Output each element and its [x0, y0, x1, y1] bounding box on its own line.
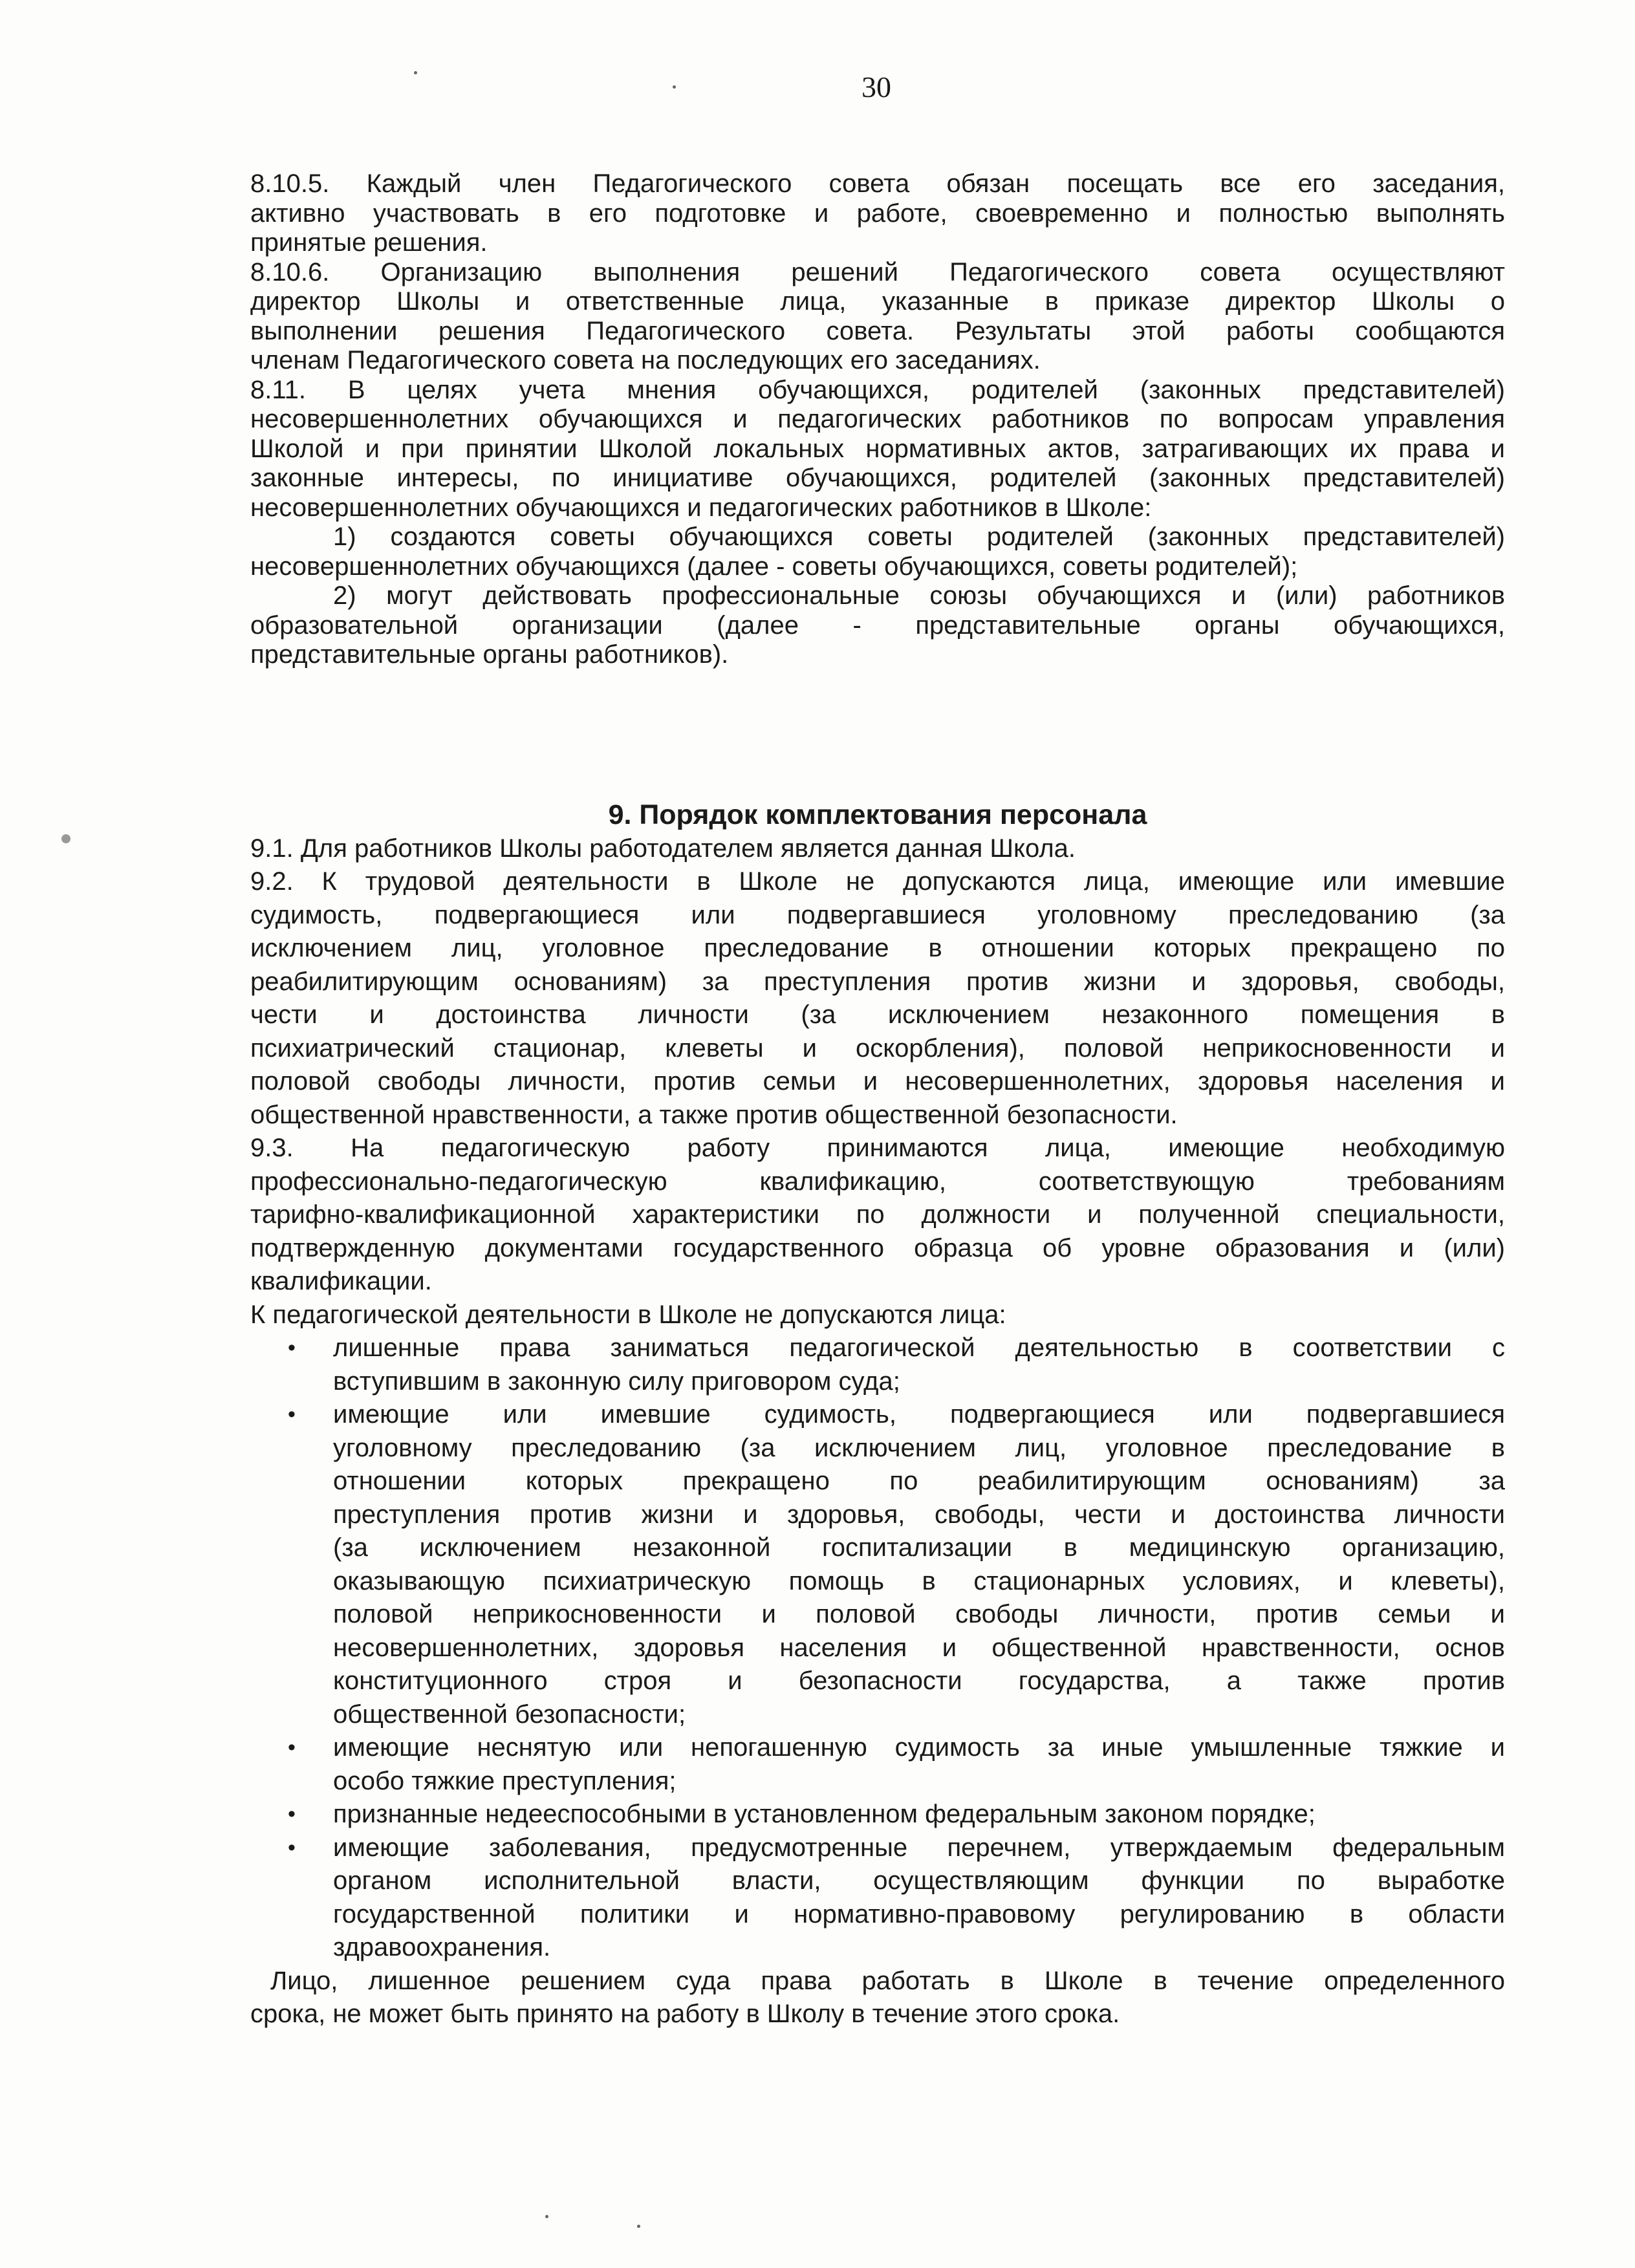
text-line: несовершеннолетних, здоровья населения и общественной нравственности, основ [333, 1633, 1505, 1662]
text-line: чести и достоинства личности (за исключением незаконного помещения в [250, 1000, 1505, 1029]
text-line: Школой и при принятии Школой локальных нормативных актов, затрагивающих их права и [250, 434, 1505, 463]
text-line: несовершеннолетних обучающихся (далее - советы обучающихся, советы родителей); [250, 552, 1298, 581]
text-line: профессионально-педагогическую квалификацию, соответствующую требованиям [250, 1167, 1505, 1196]
section-9-content [250, 832, 1505, 2031]
text-line: 8.10.6. Организацию выполнения решений Педагогического совета осуществляют [250, 257, 1505, 286]
text-line: срока, не может быть принято на работу в Школу в течение этого срока. [250, 2000, 1120, 2028]
p-9-3 [250, 1132, 1505, 1299]
text-line: Лицо, лишенное решением суда права работать в Школе в течение определенного [270, 1966, 1505, 1995]
scan-speck [637, 2225, 640, 2228]
text-line: исключением лиц, уголовное преследование в отношении которых прекращено по [250, 934, 1505, 962]
bullet-icon: • [288, 1402, 296, 1427]
text-line: представительные органы работников). [250, 640, 729, 669]
text-line: активно участвовать в его подготовке и работе, своевременно и полностью выполнять [250, 199, 1505, 228]
bullet-1 [250, 1332, 1505, 1398]
text-line: преступления против жизни и здоровья, свободы, чести и достоинства личности [333, 1500, 1505, 1529]
text-line: тарифно-квалификационной характеристики по должности и полученной специальности, [250, 1200, 1505, 1229]
text-line: вступившим в законную силу приговором суда; [333, 1366, 900, 1396]
p-8-11-2 [250, 581, 1505, 670]
text-line: здравоохранения. [333, 1933, 551, 1961]
bullet-3 [250, 1731, 1505, 1798]
document-body-part2 [250, 799, 1505, 2031]
text-line: имеющие неснятую или непогашенную судимость за иные умышленные тяжкие и [333, 1733, 1505, 1762]
scan-speck [61, 834, 70, 843]
p-final [250, 1965, 1505, 2031]
text-line: общественной нравственности, а также против общественной безопасности. [250, 1100, 1178, 1129]
text-line: имеющие заболевания, предусмотренные перечнем, утверждаемым федеральным [333, 1833, 1505, 1862]
text-line: половой неприкосновенности и половой свободы личности, против семьи и [333, 1600, 1505, 1628]
page-number: 30 [861, 70, 891, 103]
text-line: уголовному преследованию (за исключением лиц, уголовное преследование в [333, 1433, 1505, 1462]
text-line: 8.11. В целях учета мнения обучающихся, родителей (законных представителей) [250, 375, 1505, 404]
p-9-2 [250, 865, 1505, 1132]
p-8-11 [250, 376, 1505, 523]
section-heading: 9. Порядок комплектования персонала [608, 799, 1147, 830]
text-line: 9.2. К трудовой деятельности в Школе не допускаются лица, имеющие или имевшие [250, 867, 1505, 896]
text-line: реабилитирующим основаниям) за преступления против жизни и здоровья, свободы, [250, 967, 1505, 996]
text-line: несовершеннолетних обучающихся и педагогических работников по вопросам управления [250, 405, 1505, 433]
p-8-10-5 [250, 169, 1505, 258]
text-line: К педагогической деятельности в Школе не допускаются лица: [250, 1300, 1006, 1329]
bullet-icon: • [288, 1335, 296, 1360]
text-line: членам Педагогического совета на последующих его заседаниях. [250, 346, 1041, 374]
text-line: общественной безопасности; [333, 1700, 686, 1729]
text-line: выполнении решения Педагогического совета. Результаты этой работы сообщаются [250, 316, 1505, 345]
text-line: признанные недееспособными в установленном федеральным законом порядке; [333, 1800, 1316, 1828]
p-9-1 [250, 832, 1505, 866]
text-line: судимость, подвергающиеся или подвергавшиеся уголовному преследованию (за [250, 900, 1505, 929]
bullet-2 [250, 1398, 1505, 1731]
p-8-11-1 [250, 523, 1505, 581]
text-line: особо тяжкие преступления; [333, 1766, 677, 1795]
bullet-icon: • [288, 1735, 296, 1760]
p-9-3-intro [250, 1299, 1505, 1332]
text-line: 9.1. Для работников Школы работодателем является данная Школа. [250, 834, 1076, 863]
text-line: отношении которых прекращено по реабилитирующим основаниям) за [333, 1467, 1505, 1495]
text-line: подтвержденную документами государственного образца об уровне образования и (или) [250, 1233, 1505, 1262]
scan-speck [414, 71, 417, 74]
text-line: лишенные права заниматься педагогической деятельностью в соответствии с [333, 1334, 1505, 1362]
text-line: государственной политики и нормативно-правовому регулированию в области [333, 1899, 1505, 1928]
text-line: конституционного строя и безопасности государства, а также против [333, 1667, 1505, 1695]
text-line: 8.10.5. Каждый член Педагогического совета обязан посещать все его заседания, [250, 169, 1505, 198]
bullet-icon: • [288, 1802, 296, 1826]
text-line: несовершеннолетних обучающихся и педагогических работников в Школе: [250, 493, 1152, 522]
text-line: 1) создаются советы обучающихся советы родителей (законных представителей) [333, 523, 1505, 551]
text-line: (за исключением незаконной госпитализации в медицинскую организацию, [333, 1533, 1505, 1562]
text-line: директор Школы и ответственные лица, указанные в приказе директор Школы о [250, 287, 1505, 316]
bullet-5 [250, 1831, 1505, 1965]
text-line: имеющие или имевшие судимость, подвергающиеся или подвергавшиеся [333, 1400, 1505, 1429]
text-line: квалификации. [250, 1267, 432, 1295]
bullet-4 [250, 1798, 1505, 1831]
text-line: органом исполнительной власти, осуществляющим функции по выработке [333, 1866, 1505, 1895]
p-8-10-6 [250, 258, 1505, 376]
text-line: психиатрический стационар, клеветы и оскорбления), половой неприкосновенности и [250, 1033, 1505, 1063]
bullet-icon: • [288, 1835, 296, 1860]
text-line: половой свободы личности, против семьи и несовершеннолетних, здоровья населения и [250, 1067, 1505, 1096]
text-line: 2) могут действовать профессиональные союзы обучающихся и (или) работников [333, 581, 1505, 610]
scan-speck [673, 85, 676, 89]
text-line: 9.3. На педагогическую работу принимаются лица, имеющие необходимую [250, 1134, 1505, 1162]
document-body-part1 [250, 169, 1505, 670]
text-line: оказывающую психиатрическую помощь в стационарных условиях, и клеветы), [333, 1566, 1505, 1595]
scan-speck [545, 2215, 548, 2218]
text-line: принятые решения. [250, 228, 488, 257]
text-line: образовательной организации (далее - представительные органы обучающихся, [250, 610, 1505, 640]
text-line: законные интересы, по инициативе обучающихся, родителей (законных представителей) [250, 464, 1505, 492]
